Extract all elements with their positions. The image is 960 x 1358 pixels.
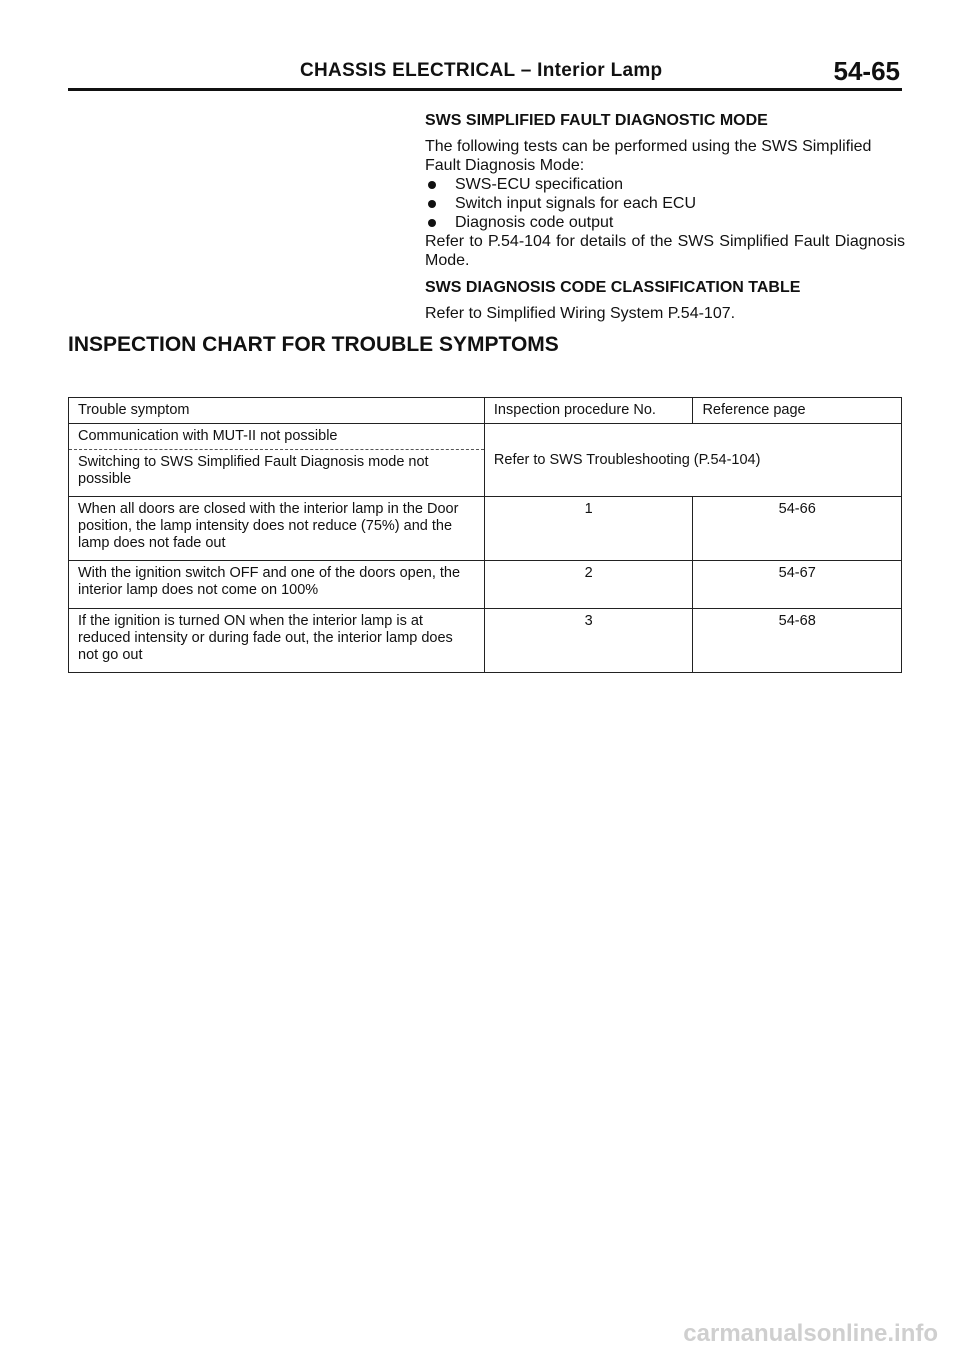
table-row xyxy=(69,497,902,561)
sws-mode-intro: The following tests can be performed using the SWS Simplified Fault Diagnosis Mode: xyxy=(425,138,872,174)
symptom-cell xyxy=(69,424,485,497)
symptom-mut-ii: Communication with MUT-II not possible xyxy=(78,428,338,444)
column-header-reference: Reference page xyxy=(693,398,902,424)
symptom-sws-mode: Switching to SWS Simplified Fault Diagnosis mode not possible xyxy=(69,449,484,496)
sws-mode-refer: Refer to P.54-104 for details of the SWS Simplified Fault Diagnosis Mode. xyxy=(425,233,905,269)
table-header-row xyxy=(69,398,902,424)
procedure-cell: 1 xyxy=(484,497,693,561)
header-title: CHASSIS ELECTRICAL – Interior Lamp xyxy=(300,60,663,81)
inspection-chart-heading: INSPECTION CHART FOR TROUBLE SYMPTOMS xyxy=(68,333,559,356)
classification-heading: SWS DIAGNOSIS CODE CLASSIFICATION TABLE xyxy=(425,279,801,296)
page-number: 54-65 xyxy=(833,56,900,86)
sws-mode-section xyxy=(425,111,905,270)
classification-text: Refer to Simplified Wiring System P.54-107. xyxy=(425,305,736,322)
table-row xyxy=(69,561,902,609)
symptom-cell: With the ignition switch OFF and one of the doors open, the interior lamp does not come on 100% xyxy=(69,561,485,609)
classification-section xyxy=(425,278,905,323)
reference-page-cell: 54-68 xyxy=(693,609,902,673)
sws-mode-list xyxy=(425,175,905,232)
symptom-cell: If the ignition is turned ON when the interior lamp is at reduced intensity or during fade out, the interior lamp does not go out xyxy=(69,609,485,673)
merged-reference-cell: Refer to SWS Troubleshooting (P.54-104) xyxy=(484,424,901,497)
watermark: carmanualsonline.info xyxy=(683,1320,938,1347)
sws-mode-heading: SWS SIMPLIFIED FAULT DIAGNOSTIC MODE xyxy=(425,112,768,129)
list-item: Diagnosis code output xyxy=(425,213,905,232)
column-header-procedure: Inspection procedure No. xyxy=(484,398,693,424)
page-header xyxy=(68,58,902,90)
list-item: Switch input signals for each ECU xyxy=(425,194,905,213)
reference-page-cell: 54-67 xyxy=(693,561,902,609)
reference-page-cell: 54-66 xyxy=(693,497,902,561)
symptom-cell: When all doors are closed with the interior lamp in the Door position, the lamp intensity does not reduce (75%) and the lamp does not fade out xyxy=(69,497,485,561)
procedure-cell: 2 xyxy=(484,561,693,609)
inspection-chart-table xyxy=(68,397,902,673)
header-rule xyxy=(68,88,902,91)
procedure-cell: 3 xyxy=(484,609,693,673)
column-header-symptom: Trouble symptom xyxy=(69,398,485,424)
table-row xyxy=(69,424,902,497)
list-item: SWS-ECU specification xyxy=(425,175,905,194)
table-row xyxy=(69,609,902,673)
